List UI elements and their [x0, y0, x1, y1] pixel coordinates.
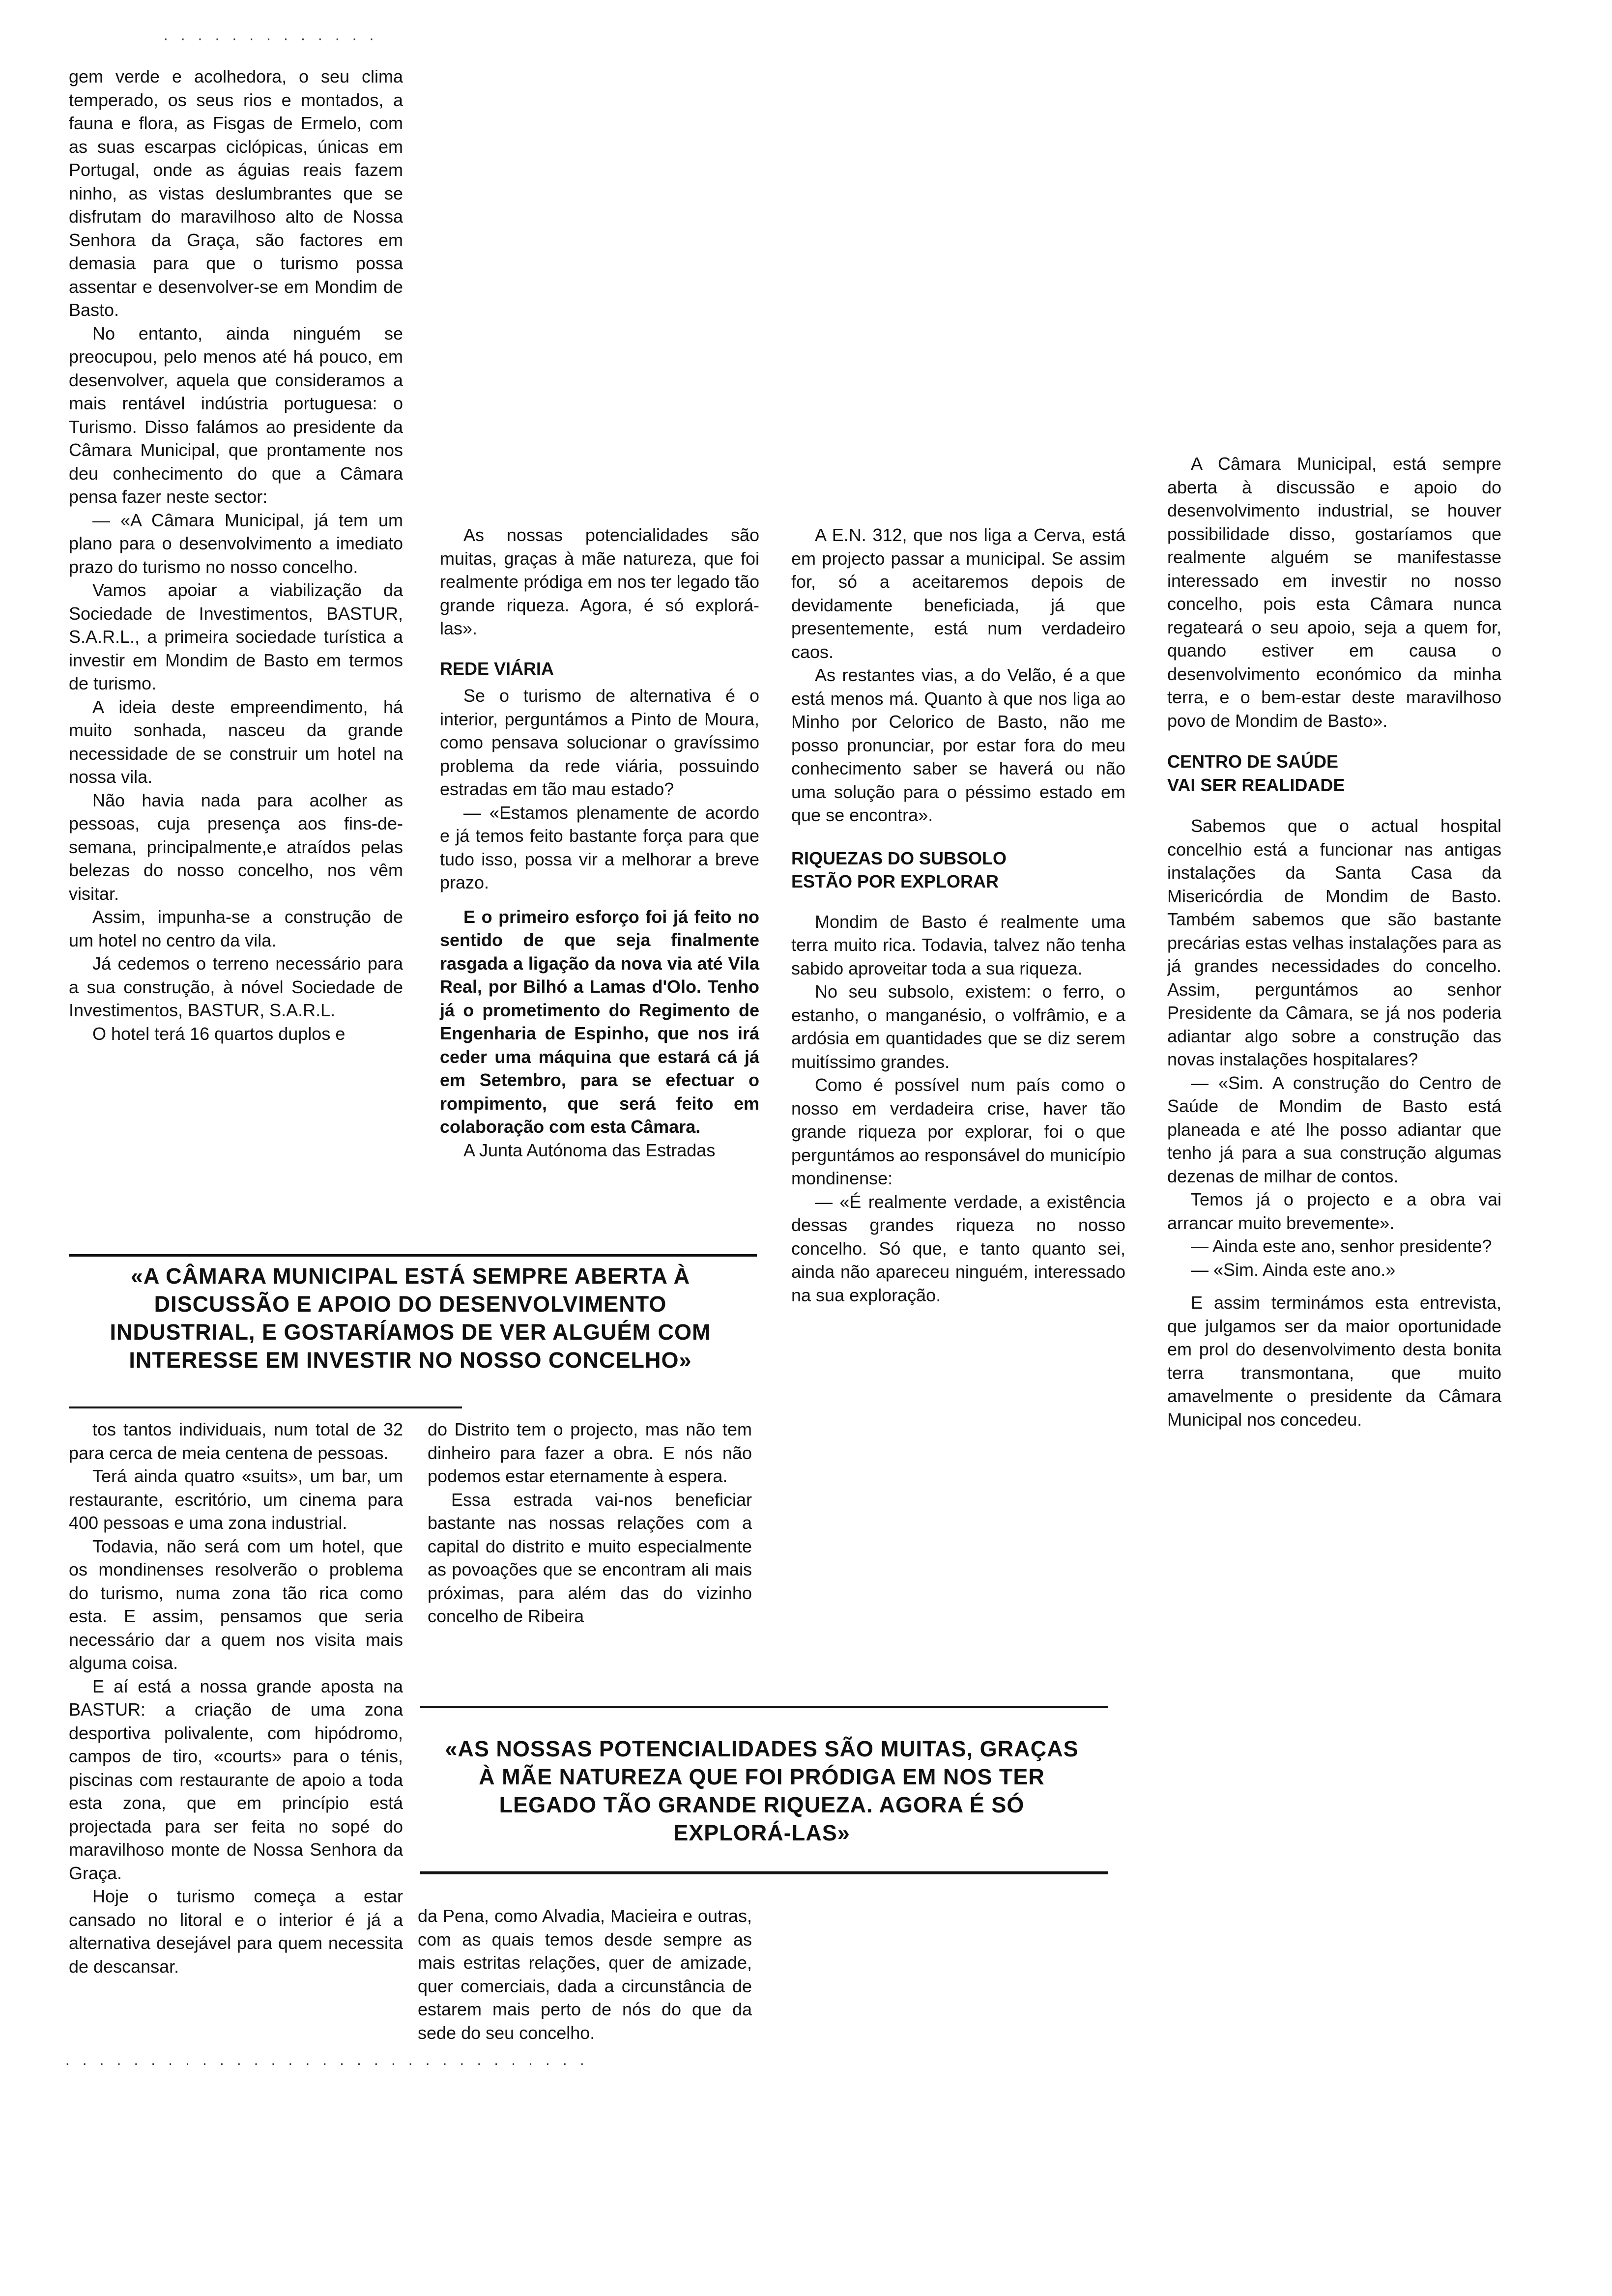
section-heading-rede-viaria: REDE VIÁRIA	[440, 658, 554, 679]
section-heading-riquezas-2: ESTÃO POR EXPLORAR	[791, 871, 999, 891]
section-heading-centro-saude-2: VAI SER REALIDADE	[1167, 775, 1345, 795]
section-heading-riquezas-1: RIQUEZAS DO SUBSOLO	[791, 848, 1007, 868]
paragraph: No entanto, ainda ninguém se preocupou, pelo menos até há pouco, em desenvolver, aquela que consideramos a mais rentável indústria portuguesa: o Turismo. Disso falámos ao presidente da Câmara Municipal, que prontamente nos deu conhecimento do que a Câmara pensa fazer neste sector:	[69, 323, 403, 507]
paragraph: Todavia, não será com um hotel, que os mondinenses resolverão o problema do turismo, numa zona tão rica como esta. E assim, pensamos que seria necessário dar a quem nos visita mais alguma coisa.	[69, 1536, 403, 1673]
article-column-6	[428, 1418, 752, 1628]
paragraph: do Distrito tem o projecto, mas não tem dinheiro para fazer a obra. E nós não podemos estar eternamente à espera.	[428, 1419, 752, 1486]
paragraph: — «A Câmara Municipal, já tem um plano para o desenvolvimento a imediato prazo do turismo no nosso concelho.	[69, 510, 403, 577]
paragraph: E aí está a nossa grande aposta na BASTUR: a criação de uma zona desportiva polivalente, com hipódromo, campos de tiro, «courts» para o ténis, piscinas com restaurante de apoio a toda esta zona, que em princípio está projectada para ser feita no sopé do maravilhoso monte de Nossa Senhora da Graça.	[69, 1676, 403, 1883]
paragraph: Sabemos que o actual hospital concelhio está a funcionar nas antigas instalações da Santa Casa da Misericórdia de Mondim de Basto. Também sabemos que são bastante precárias estas velhas instalações para as já grandes necessidades do concelho. Assim, perguntámos ao senhor Presidente da Câmara, se já nos poderia adiantar algo sobre a construção das novas instalações hospitalares?	[1167, 816, 1501, 1069]
paragraph: — «Sim. Ainda este ano.»	[1191, 1259, 1396, 1280]
paragraph: — «Sim. A construção do Centro de Saúde de Mondim de Basto está planeada e até lhe posso adiantar que tenho já para a sua construção algumas dezenas de milhar de contos.	[1167, 1072, 1501, 1186]
paragraph: A Câmara Municipal, está sempre aberta à discussão e apoio do desenvolvimento industrial, se houver possibilidade disso, gostaríamos que realmente alguém se manifestasse interessado em investir no nosso concelho, pois esta Câmara nunca regateará o seu apoio, seja a quem for, quando estiver em causa o desenvolvimento económico da minha terra, e o bem-estar deste maravilhoso povo de Mondim de Basto».	[1167, 454, 1501, 731]
paragraph: Assim, impunha-se a construção de um hotel no centro da vila.	[69, 907, 403, 950]
paragraph: Não havia nada para acolher as pessoas, cuja presença aos fins-de-semana, principalmente,e atraídos pelas belezas do nosso concelho, nos vêm visitar.	[69, 790, 403, 904]
paragraph: Mondim de Basto é realmente uma terra muito rica. Todavia, talvez não tenha sabido aproveitar toda a sua riqueza.	[791, 911, 1125, 978]
paragraph: Vamos apoiar a viabilização da Sociedade de Investimentos, BASTUR, S.A.R.L., a primeira sociedade turística a investir em Mondim de Basto em termos de turismo.	[69, 580, 403, 693]
pullquote-2-top-rule	[420, 1706, 1108, 1708]
paragraph: As restantes vias, a do Velão, é a que está menos má. Quanto à que nos liga ao Minho por Celorico de Basto, não me posso pronunciar, por estar fora do meu conhecimento saber se haverá ou não uma solução para o péssimo estado em que se encontra».	[791, 665, 1125, 825]
footer-specks: . . . . . . . . . . . . . . . . . . . . . . . . . . . . . . .	[64, 2054, 587, 2068]
paragraph: A Junta Autónoma das Estradas	[463, 1140, 716, 1160]
paragraph: — Ainda este ano, senhor presidente?	[1191, 1236, 1492, 1256]
paragraph: Como é possível num país como o nosso em verdadeira crise, haver tão grande riqueza por explorar, foi o que perguntámos ao responsável do município mondinense:	[791, 1075, 1125, 1188]
pullquote-2-bottom-rule	[420, 1871, 1108, 1874]
paragraph: tos tantos individuais, num total de 32 para cerca de meia centena de pessoas.	[69, 1419, 403, 1463]
paragraph: gem verde e acolhedora, o seu clima temperado, os seus rios e montados, a fauna e flora, as Fisgas de Ermelo, com as suas escarpas ciclópicas, únicas em Portugal, onde as águias reais fazem ninho, as vistas deslumbrantes que se disfrutam do maravilhoso alto de Nossa Senhora da Graça, são factores em demasia para que o turismo possa assentar e desenvolver-se em Mondim de Basto.	[69, 66, 403, 320]
paragraph: As nossas potencialidades são muitas, graças à mãe natureza, que foi realmente pródiga em nos ter legado tão grande riqueza. Agora, é só explorá-las».	[440, 525, 759, 638]
paragraph: Já cedemos o terreno necessário para a sua construção, à nóvel Sociedade de Investimentos, BASTUR, S.A.R.L.	[69, 953, 403, 1020]
paragraph: E assim terminámos esta entrevista, que julgamos ser da maior oportunidade em prol do desenvolvimento desta bonita terra transmontana, que muito amavelmente o presidente da Câmara Municipal nos concedeu.	[1167, 1292, 1501, 1430]
paragraph: Essa estrada vai-nos beneficiar bastante nas nossas relações com a capital do distrito e muito especialmente as povoações que se encontram ali mais próximas, para além das do vizinho concelho de Ribeira	[428, 1489, 752, 1626]
paragraph: — «É realmente verdade, a existência dessas grandes riqueza no nosso concelho. Só que, e tanto quanto sei, ainda não apareceu ninguém, interessado na sua exploração.	[791, 1191, 1125, 1305]
paragraph: Hoje o turismo começa a estar cansado no litoral e o interior é já a alternativa desejável para quem necessita de descansar.	[69, 1886, 403, 1977]
header-specks: . . . . . . . . . . . . .	[162, 29, 377, 43]
article-column-3	[791, 523, 1125, 1307]
pullquote-2: «AS NOSSAS POTENCIALIDADES SÃO MUITAS, GRAÇAS À MÃE NATUREZA QUE FOI PRÓDIGA EM NOS TER LEGADO TÃO GRANDE RIQUEZA. AGORA É SÓ EXPLORÁ-LAS»	[445, 1736, 1079, 1845]
article-column-1	[69, 65, 403, 1045]
pullquote-1: «A CÂMARA MUNICIPAL ESTÁ SEMPRE ABERTA À DISCUSSÃO E APOIO DO DESENVOLVIMENTO INDUSTRIAL, E GOSTARÍAMOS DE VER ALGUÉM COM INTERESSE EM INVESTIR NO NOSSO CONCELHO»	[110, 1263, 711, 1373]
article-column-7	[418, 1904, 752, 2044]
paragraph: — «Estamos plenamente de acordo e já temos feito bastante força para que tudo isso, possa vir a melhorar a breve prazo.	[440, 802, 759, 892]
paragraph: Se o turismo de alternativa é o interior, perguntámos a Pinto de Moura, como pensava solucionar o gravíssimo problema da rede viária, possuindo estradas em tão mau estado?	[440, 686, 759, 799]
article-column-5	[69, 1418, 403, 1978]
paragraph: No seu subsolo, existem: o ferro, o estanho, o manganésio, o volfrâmio, e a ardósia em quantidades que se diz serem muitíssimo grandes.	[791, 981, 1125, 1072]
article-column-4	[1167, 452, 1501, 1431]
pullquote-1-top-rule	[69, 1254, 757, 1257]
paragraph: Temos já o projecto e a obra vai arrancar muito brevemente».	[1167, 1189, 1501, 1233]
paragraph: A ideia deste empreendimento, há muito sonhada, nasceu da grande necessidade de se construir um hotel na nossa vila.	[69, 696, 403, 787]
paragraph: Terá ainda quatro «suits», um bar, um restaurante, escritório, um cinema para 400 pessoas e uma zona industrial.	[69, 1466, 403, 1533]
paragraph: E o primeiro esforço foi já feito no sentido de que seja finalmente rasgada a ligação da nova via até Vila Real, por Bilhó a Lamas d'Olo. Tenho já o prometimento do Regimento de Engenharia de Espinho, que nos irá ceder uma máquina que estará cá já em Setembro, para se efectuar o rompimento, que será feito em colaboração com esta Câmara.	[440, 906, 759, 1137]
paragraph: A E.N. 312, que nos liga a Cerva, está em projecto passar a municipal. Se assim for, só a aceitaremos depois de devidamente beneficiada, já que presentemente, está num verdadeiro caos.	[791, 525, 1125, 662]
article-column-2	[440, 523, 759, 1162]
paragraph: da Pena, como Alvadia, Macieira e outras, com as quais temos desde sempre as mais estritas relações, quer de amizade, quer comerciais, dada a circunstância de estarem mais perto de nós do que da sede do seu concelho.	[418, 1906, 752, 2043]
paragraph: O hotel terá 16 quartos duplos e	[92, 1023, 345, 1044]
section-heading-centro-saude-1: CENTRO DE SAÚDE	[1167, 751, 1339, 772]
pullquote-1-bottom-rule	[69, 1406, 462, 1408]
